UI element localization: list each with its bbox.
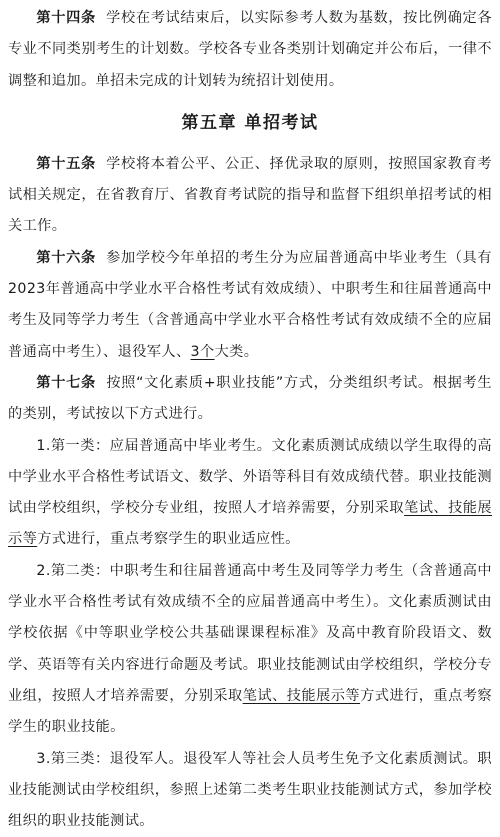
- category-3: [8, 744, 492, 837]
- category-1-text-b: 方式进行，重点考察学生的职业适应性。: [37, 531, 300, 548]
- article-15: [8, 149, 492, 243]
- category-1: [8, 431, 492, 556]
- category-2-text-b: 方式进行，重点考察学生的职业技能。: [8, 687, 492, 736]
- article-14: [8, 3, 492, 97]
- category-3-text: 3.第三类：退役军人。退役军人等社会人员考生免予文化素质测试。职业技能测试由学校组织，参照上述第二类考生职业技能测试方式，参加学校组织的职业技能测试。: [8, 750, 492, 830]
- category-1-underlined: 笔试、技能展示等: [8, 500, 492, 548]
- category-1-text-a: 1.第一类：应届普通高中毕业考生。文化素质测试成绩以学生取得的高中学业水平合格性考试语文、数学、外语等科目有效成绩代替。职业技能测试由学校组织，学校分专业组，按照人才培养需要，分别采取: [8, 437, 492, 517]
- category-2: [8, 556, 492, 744]
- article-16: [8, 243, 492, 368]
- category-2-text-a: 2.第二类：中职考生和往届普通高中考生及同等学力考生（含普通高中学业水平合格性考试有效成绩不全的应届普通高中考生）。文化素质测试由学校依据《中等职业学校公共基础课课程标准》及高中教育阶段语文、数学、英语等有关内容进行命题及考试。职业技能测试由学校组织，学校分专业组，按照人才培养需要，分别采取: [8, 562, 492, 704]
- article-15-label: 第十五条: [36, 155, 96, 172]
- chapter-5-title: 第五章 单招考试: [181, 112, 319, 133]
- article-16-underlined: 3个: [190, 343, 215, 360]
- article-16-text-a: 参加学校今年单招的考生分为应届普通高中毕业考生（具有2023年普通高中学业水平合格性考试有效成绩）、中职考生和往届普通高中考生及同等学力考生（含普通高中学业水平合格性考试有效成绩不全的应届普通高中考生）、退役军人、: [8, 249, 492, 360]
- article-14-text: 学校在考试结束后，以实际参考人数为基数，按比例确定各专业不同类别考生的计划数。学校各专业各类别计划确定并公布后，一律不调整和追加。单招未完成的计划转为统招计划使用。: [8, 10, 492, 89]
- article-17: [8, 368, 492, 431]
- article-16-label: 第十六条: [36, 249, 96, 266]
- article-17-text: 按照“文化素质+职业技能”方式，分类组织考试。根据考生的类别，考试按以下方式进行。: [8, 374, 492, 423]
- article-15-text: 学校将本着公平、公正、择优录取的原则，按照国家教育考试相关规定，在省教育厅、省教育考试院的指导和监督下组织单招考试的相关工作。: [8, 155, 492, 235]
- category-2-underlined: 笔试、技能展示等: [242, 687, 361, 704]
- article-17-label: 第十七条: [36, 374, 96, 391]
- article-14-label: 第十四条: [36, 10, 96, 26]
- article-16-text-b: 大类。: [214, 343, 259, 360]
